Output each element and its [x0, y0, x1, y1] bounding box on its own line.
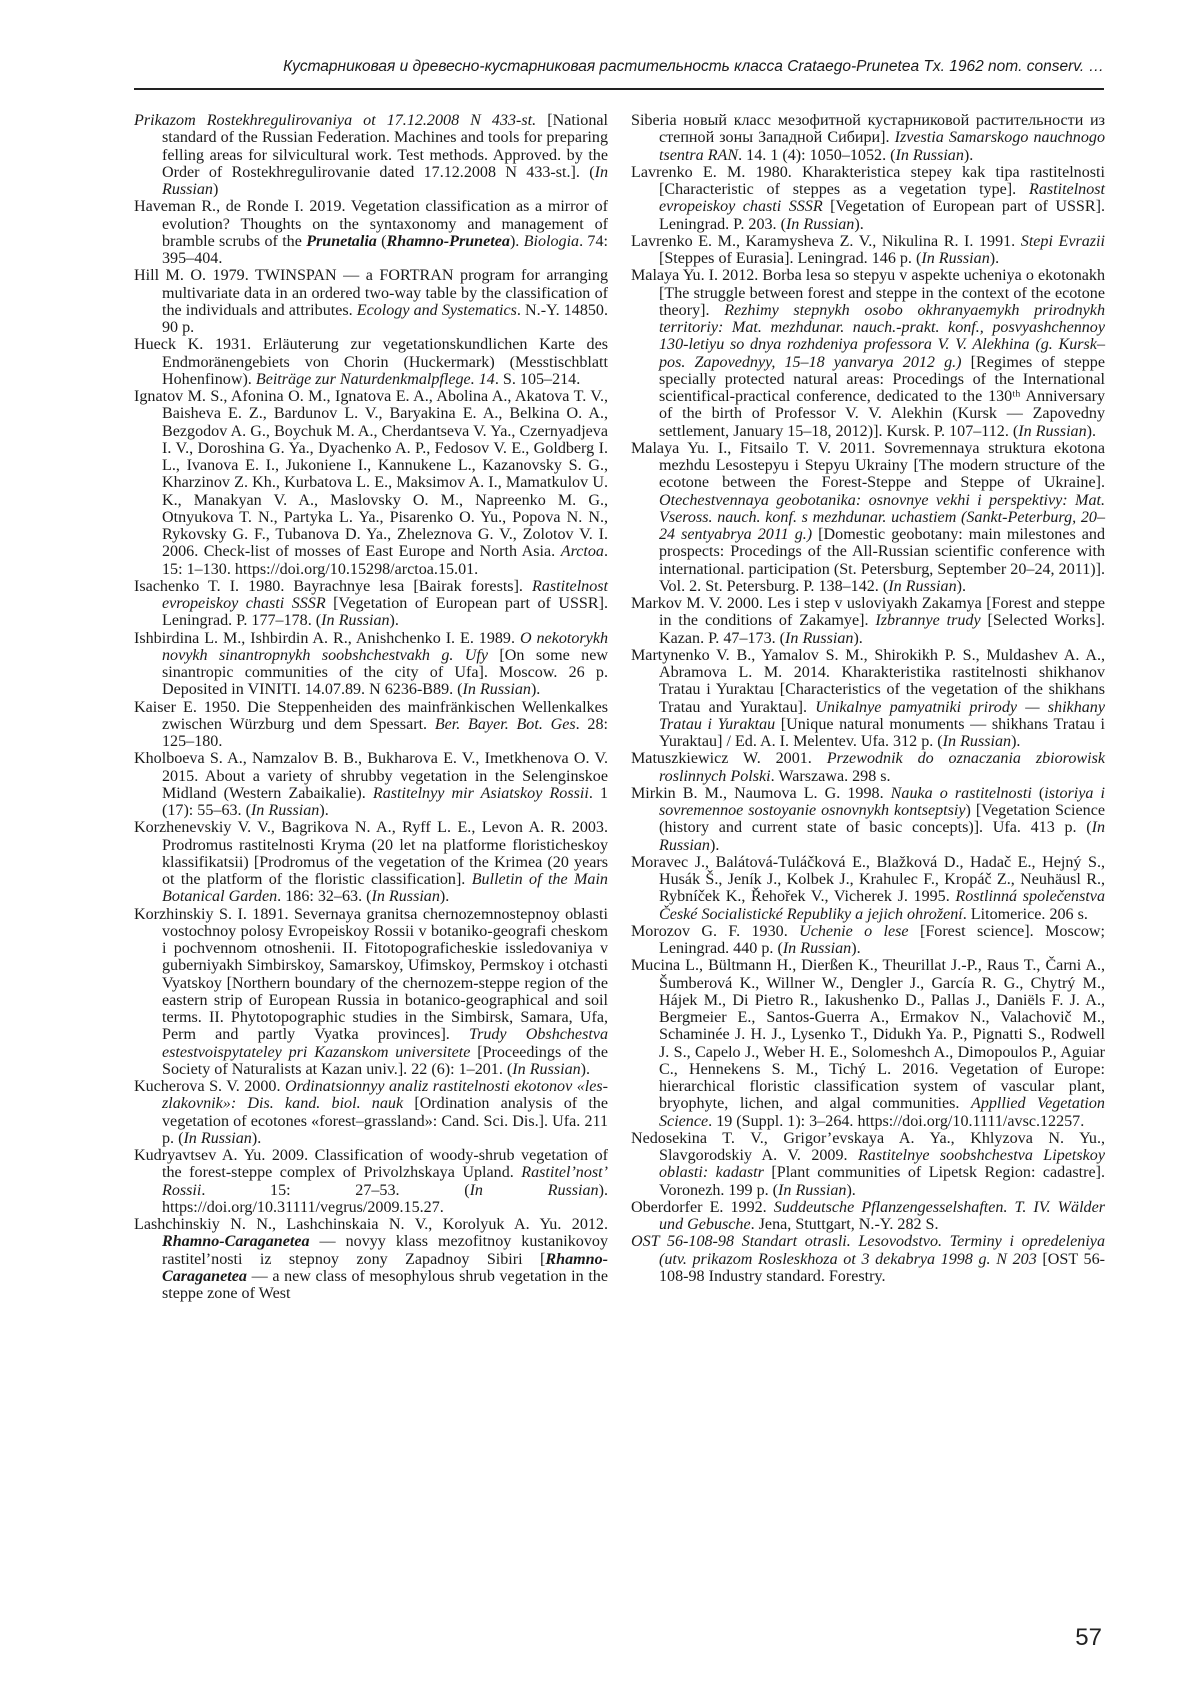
reference-text: Bulletin of the Main Botanical Garden — [162, 871, 608, 905]
references-left-column — [134, 112, 608, 1302]
reference-entry — [631, 647, 1105, 751]
reference-entry — [134, 578, 608, 630]
reference-text: Izvestia Samarskogo nauchnogo tsentra RAN — [659, 129, 1105, 163]
reference-text: Ordinatsionnyy analiz rastitelnosti ekotonov «les-zlakovnik»: Dis. kand. biol. nauk — [162, 1078, 608, 1112]
reference-entry — [134, 267, 608, 336]
reference-text: In Russian — [785, 630, 853, 647]
running-title: Кустарниковая и древесно-кустарниковая растительность класса Crataego-Prunetea Tx. 1962 nom. conserv. … — [283, 58, 1104, 76]
reference-text: [On some new sinantropic communities of the city of Ufa]. Moscow. 26 p. Deposited in VINITI. 14.07.89. N 6236-B89. ( — [162, 647, 608, 699]
reference-text: Malaya Yu. I. 2012. Borba lesa so stepyu v aspekte ucheniya o ekotonakh [The struggle between forest and steppe in the context of the ecotone theory]. — [631, 267, 1105, 319]
reference-text: Rastitel’nost’ Rossii — [162, 1164, 608, 1198]
reference-text: Kudryavtsev A. Yu. 2009. Classification of woody-shrub vegetation of the forest-steppe complex of Privolzhskaya Upland. — [134, 1147, 608, 1181]
reference-text: In Russian — [470, 1182, 599, 1199]
reference-text: Nedosekina T. V., Grigor’evskaya A. Ya., Khlyzova N. Yu., Slavgorodskiy A. V. 2009. — [631, 1130, 1105, 1164]
reference-text: . 15: 1–130. https://doi.org/10.15298/arctoa.15.01. — [162, 543, 608, 577]
reference-text: istoriya i sovremennoe sostoyanie osnovnykh kontseptsiy — [659, 785, 1105, 819]
reference-text: ). — [1087, 423, 1096, 440]
reference-text: Lavrenko E. M. 1980. Kharakteristica stepey kak tipa rastitelnosti [Characteristic of steppes as a vegetation type]. — [631, 164, 1105, 198]
reference-text: Beiträge zur Naturdenkmalpflege. 14 — [256, 371, 495, 388]
reference-text: In Russian — [778, 1182, 846, 1199]
reference-text: Siberia новый класс мезофитной кустарниковой растительности из степной зоны Западной Сибири]. — [631, 112, 1105, 146]
reference-entry — [134, 1147, 608, 1216]
reference-text: ). — [853, 630, 862, 647]
reference-entry — [134, 630, 608, 699]
reference-text: [Steppes of Eurasia]. Leningrad. 146 p. ( — [659, 250, 921, 267]
reference-entry — [134, 819, 608, 905]
reference-text: [OST 56-108-98 Industry standard. Forestry. — [659, 1251, 1105, 1285]
reference-text: Lavrenko E. M., Karamysheva Z. V., Nikulina R. I. 1991. — [631, 233, 1021, 250]
reference-entry — [631, 1199, 1105, 1234]
reference-text: ). — [1011, 733, 1020, 750]
reference-text: Mirkin B. M., Naumova L. G. 1998. — [631, 785, 891, 802]
reference-text: ). — [319, 802, 328, 819]
reference-text: ). — [531, 681, 540, 698]
reference-text: Korzhenevskiy V. V., Bagrikova N. A., Ryff L. E., Levon A. R. 2003. Prodromus rastitelnosti Kryma (20 let na platforme floristicheskoy klassifikatsii) [Prodromus of the vegetation of the Krimea (20 years ot the platform of the floristic classification]. — [134, 819, 608, 888]
reference-text: Rastitelnyy mir Asiatskoy Rossii — [373, 785, 589, 802]
reference-text: Unikalnye pamyatniki prirody — shikhany Tratau i Yuraktau — [659, 699, 1105, 733]
reference-text: O nekotorykh novykh sinantropnykh soobshchestvakh g. Ufy — [162, 630, 608, 664]
reference-text: Hill M. O. 1979. TWINSPAN — a FORTRAN program for arranging multivariate data in an ordered two-way table by the classification of the individuals and attributes. — [134, 267, 608, 319]
reference-text: [Vegetation of European part of USSR]. Leningrad. P. 177–178. ( — [162, 595, 608, 629]
reference-text: ). — [964, 147, 973, 164]
reference-text: [Domestic geobotany: main milestones and prospects: Procedings of the All-Russian scientific conference with international. participation (St. Petersburg, September 20–24, 2011)]. Vol. 2. St. Petersburg. P. 138–142. ( — [659, 526, 1105, 595]
reference-text: Korzhinskiy S. I. 1891. Severnaya granitsa chernozemnostepnoy oblasti vostochnoy polosy Evropeiskoy Rossii v botaniko-geografi cheskom i pochvennom otnoshenii. II. Fitotopograficheskie issledovaniya v guberniyakh Simbirskoy, Samarskoy, Ufimskoy, Permskoy i otchasti Vyatskoy [Northern boundary of the chernozem-steppe region of the eastern strip of European Russia in botanico-geographical and soil terms. II. Phytotopographic studies in the Simbirsk, Samara, Ufa, Perm and partly Vyatka provinces]. — [134, 906, 608, 1044]
reference-text: . S. 105–214. — [495, 371, 580, 388]
reference-text: In Russian — [1018, 423, 1086, 440]
reference-text: Malaya Yu. I., Fitsailo T. V. 2011. Sovremennaya struktura ekotona mezhdu Lesostepyu i Stepyu Ukrainy [The modern structure of the ecotone between the Forest-Steppe and Steppe of Ukraine]. — [631, 440, 1105, 492]
reference-text: Rastitelnye soobshchestva Lipetskoy oblasti: kadastr — [659, 1147, 1105, 1181]
reference-text: ). — [854, 216, 863, 233]
reference-text: Uchenie o lese — [799, 923, 908, 940]
reference-text: ). — [252, 1130, 261, 1147]
reference-text: Ber. Bayer. Bot. Ges — [435, 716, 576, 733]
reference-text: Rostlinná společenstva České Socialistické Republiky a jejich ohrožení — [659, 888, 1105, 922]
reference-text: — a new class of mesophylous shrub vegetation in the steppe zone of West — [162, 1268, 608, 1302]
reference-text: ) [Vegetation Science (history and current state of basic concepts)]. Ufa. 413 p. ( — [659, 802, 1105, 836]
reference-text: [Ordination analysis of the vegetation of ecotones «forest–grassland»: Cand. Sci. Dis.]. Ufa. 211 p. ( — [162, 1095, 608, 1147]
reference-entry — [631, 440, 1105, 595]
reference-text: Nauka o rastitelnosti — [891, 785, 1032, 802]
reference-entry — [134, 1216, 608, 1302]
reference-text: Matuszkiewicz W. 2001. — [631, 750, 827, 767]
references-right-column — [631, 112, 1105, 1285]
reference-text: ). — [957, 578, 966, 595]
reference-text: Lashchinskiy N. N., Lashchinskaia N. V., Korolyuk A. Yu. 2012. — [134, 1216, 608, 1233]
reference-text: In Russian — [786, 216, 854, 233]
reference-text: Biologia — [524, 233, 579, 250]
reference-text: ( — [1032, 785, 1044, 802]
reference-text: In Russian — [183, 1130, 251, 1147]
reference-text: . Jena, Stuttgart, N.-Y. 282 S. — [751, 1216, 939, 1233]
reference-entry — [631, 233, 1105, 268]
reference-text: [Unique natural monuments — shikhans Tratau i Yuraktau] / Ed. A. I. Melentev. Ufa. 312 p. ( — [659, 716, 1105, 750]
reference-entry — [134, 750, 608, 819]
reference-text: In Russian — [888, 578, 956, 595]
reference-text: Arctoa — [561, 543, 604, 560]
reference-text: [Plant communities of Lipetsk Region: cadastre]. Voronezh. 199 p. ( — [659, 1164, 1105, 1198]
reference-entry — [631, 164, 1105, 233]
reference-entry — [134, 112, 608, 198]
reference-text: . 186: 32–63. ( — [277, 888, 371, 905]
reference-text: Isachenko T. I. 1980. Bayrachnye lesa [Bairak forests]. — [134, 578, 532, 595]
reference-text: Oberdorfer E. 1992. — [631, 1199, 774, 1216]
reference-entry — [631, 750, 1105, 785]
reference-text: In Russian — [783, 940, 851, 957]
reference-entry — [631, 854, 1105, 923]
reference-text: ). — [846, 1182, 855, 1199]
reference-text: ). https://doi.org/10.31111/vegrus/2009.15.27. — [162, 1182, 608, 1216]
reference-text: Prunetalia — [306, 233, 377, 250]
reference-text: ). — [440, 888, 449, 905]
reference-text: Kaiser E. 1950. Die Steppenheiden des mainfränkischen Wellenkalkes zwischen Würzburg und dem Spessart. — [134, 699, 608, 733]
reference-text: Hueck K. 1931. Erläuterung zur vegetationskundlichen Karte des Endmoränengebiets von Chorin (Huckermark) (Messtischblatt Hohenfinow). — [134, 336, 608, 388]
reference-entry — [631, 595, 1105, 647]
page-number: 57 — [1075, 1624, 1102, 1652]
reference-text: ). — [710, 837, 719, 854]
reference-text: . 28: 125–180. — [162, 716, 608, 750]
reference-text: Izbrannye trudy — [875, 612, 980, 629]
reference-text: Otechestvennaya geobotanika: osnovnye vekhi i perspektivy: Mat. Vseross. nauch. konf. s mezhdunar. uchastiem (Sankt-Peterburg, 20–24 sentyabrya 2011 g.) — [659, 492, 1105, 544]
reference-text: . Litomerice. 206 s. — [963, 906, 1088, 923]
reference-text: Haveman R., de Ronde I. 2019. Vegetation classification as a mirror of evolution? Thoughts on the syntaxonomy and management of bramble scrubs of the — [134, 198, 608, 250]
reference-text: In Russian — [321, 612, 389, 629]
reference-text: Ishbirdina L. M., Ishbirdin A. R., Anishchenko I. E. 1989. — [134, 630, 520, 647]
reference-text: [Vegetation of European part of USSR]. Leningrad. P. 203. ( — [659, 198, 1105, 232]
reference-text: Stepi Evrazii — [1021, 233, 1105, 250]
reference-text: Ecology and Systematics — [357, 302, 517, 319]
reference-entry — [631, 267, 1105, 440]
reference-text: Martynenko V. B., Yamalov S. M., Shirokikh P. S., Muldashev A. A., Abramova L. M. 2014. Kharakteristika rastitelnosti shikhanov Tratau i Yuraktau [Characteristics of the vegetation of the shikhans Tratau and Yuraktau]. — [631, 647, 1105, 716]
reference-entry — [134, 699, 608, 751]
reference-entry — [134, 336, 608, 388]
reference-text: In Russian — [512, 1061, 580, 1078]
reference-text: In Russian — [921, 250, 989, 267]
reference-text: Ignatov M. S., Afonina O. M., Ignatova E. A., Abolina A., Akatova T. V., Baisheva E. Z., Bardunov L. V., Baryakina E. A., Belkina O. A., Bezgodov A. G., Boychuk M. A., Cherdantseva V. Ya., Czernyadjeva I. V., Doroshina G. Ya., Dyachenko A. P., Fedosov V. E., Goldberg I. L., Ivanova E. I., Jukoniene I., Kannukene L., Kazanovsky S. G., Kharzinov Z. Kh., Kurbatova L. E., Maksimov A. I., Mamatkulov U. K., Manakyan V. A., Maslovsky O. M., Napreenko M. G., Otnyukova T. N., Partyka L. Ya., Pisarenko O. Yu., Popova N. N., Rykovsky G. F., Tubanova D. Ya., Zheleznova G. V., Zolotov V. I. 2006. Check-list of mosses of East Europe and North Asia. — [134, 388, 608, 560]
reference-text: Appllied Vegetation Science — [659, 1095, 1105, 1129]
reference-text: OST 56-108-98 Standart otrasli. Lesovodstvo. Terminy i opredeleniya (utv. prikazom Rosleskhoza ot 3 dekabrya 1998 g. N 203 — [631, 1233, 1105, 1267]
reference-text: ). — [990, 250, 999, 267]
reference-text: ). — [581, 1061, 590, 1078]
reference-text: Markov M. V. 2000. Les i step v usloviyakh Zakamya [Forest and steppe in the conditions of Zakamye]. — [631, 595, 1105, 629]
reference-entry — [631, 785, 1105, 854]
reference-text: Prikazom Rostekhregulirovaniya ot 17.12.2008 N 433-st. — [134, 112, 536, 129]
reference-text: Kucherova S. V. 2000. — [134, 1078, 285, 1095]
reference-text: In Russian — [372, 888, 440, 905]
reference-text: In Russian — [251, 802, 319, 819]
running-header — [134, 52, 1104, 90]
reference-text: . N.-Y. 14850. 90 p. — [162, 302, 608, 336]
reference-text: ). — [390, 612, 399, 629]
reference-text: [Forest science]. Moscow; Leningrad. 440 p. ( — [659, 923, 1105, 957]
reference-entry — [631, 1130, 1105, 1199]
reference-entry — [134, 1078, 608, 1147]
reference-text: In Russian — [895, 147, 963, 164]
reference-text: Rhamno-Prunetea — [387, 233, 510, 250]
reference-text: Mucina L., Bültmann H., Dierßen K., Theurillat J.-P., Raus T., Čarni A., Šumberová K., Willner W., Dengler J., García R. G., Chytrý M., Hájek M., Di Pietro R., Iakushenko D., Pallas J., Daniëls F. J. A., Bergmeier E., Santos-Guerra A., Ermakov N., Valachovič M., Schaminée J. H. J., Lysenko T., Didukh Ya. P., Pignatti S., Rodwell J. S., Capelo J., Weber H. E., Solomeshch A., Dimopoulos P., Aguiar C., Hennekens S. M., Tichý L. 2016. Vegetation of Europe: hierarchical floristic classification system of vascular plant, bryophyte, lichen, and algal communities. — [631, 957, 1105, 1112]
reference-text: Trudy Obshchestva estestvoispytateley pri Kazanskom universitete — [162, 1026, 608, 1060]
reference-text: ). — [851, 940, 860, 957]
reference-text: ). — [510, 233, 524, 250]
reference-text: [Regimes of steppe specially protected natural areas: Procedings of the International scientifical-practical conference, dedicated to the 130ᵗʰ Anniversary of the birth of Professor V. V. Alekhin (Kursk — Zapovedny settlement, January 15–18, 2012)]. Kursk. P. 107–112. ( — [659, 354, 1105, 440]
reference-text: ) — [213, 181, 218, 198]
reference-text: . 15: 27–53. ( — [201, 1182, 469, 1199]
reference-text: Rhamno-Caraganetea — [162, 1233, 310, 1250]
reference-text: In Russian — [162, 164, 608, 198]
reference-text: Rastitelnost evropeiskoy chasti SSSR — [659, 181, 1105, 215]
reference-entry — [134, 198, 608, 267]
reference-text: Moravec J., Balátová-Tuláčková E., Blažková D., Hadač E., Hejný S., Husák Š., Jeník J., Kolbek J., Krahulec F., Kropáč Z., Neuhäusl R., Rybníček K., Řehořek V., Vicherek J. 1995. — [631, 854, 1105, 906]
reference-entry — [631, 923, 1105, 958]
reference-text: In Russian — [943, 733, 1011, 750]
reference-entry — [631, 1233, 1105, 1285]
reference-text: Morozov G. F. 1930. — [631, 923, 799, 940]
reference-text: [Selected Works]. Kazan. P. 47–173. ( — [659, 612, 1105, 646]
reference-text: In Russian — [659, 819, 1105, 853]
reference-text: . Warszawa. 298 s. — [771, 768, 891, 785]
reference-text: . 74: 395–404. — [162, 233, 608, 267]
reference-text: Przewodnik do oznaczania zbiorowisk roslinnych Polski — [659, 750, 1105, 784]
reference-text: Rezhimy stepnykh osobo okhranyaemykh prirodnykh territoriy: Mat. mezhdunar. nauch.-prakt. konf., posvyashchennoy 130-letiyu so dnya rozhdeniya professora V. V. Alekhina (g. Kursk–pos. Zapovednyy, 15–18 yanvarya 2012 g.) — [659, 302, 1105, 371]
reference-text: [Proceedings of the Society of Naturalists at Kazan univ.]. 22 (6): 1–201. ( — [162, 1044, 608, 1078]
reference-entry — [134, 906, 608, 1079]
reference-text: . 19 (Suppl. 1): 3–264. https://doi.org/10.1111/avsc.12257. — [708, 1113, 1084, 1130]
reference-text: — novyy klass mezofitnoy kustanikovoy rastitel’nosti iz stepnoy zony Zapadnoy Sibiri [ — [162, 1233, 608, 1267]
reference-text: . 1 (17): 55–63. ( — [162, 785, 608, 819]
reference-text: Suddeutsche Pflanzengesselshaften. T. IV. Wälder und Gebusche — [659, 1199, 1105, 1233]
reference-text: Rhamno-Caraganetea — [162, 1251, 608, 1285]
reference-text: [National standard of the Russian Federation. Machines and tools for preparing felling areas for silvicultural work. Test methods. Approved. by the Order of Rostekhregulirovanie dated 17.12.2008 N 433-st.]. ( — [162, 112, 608, 181]
reference-entry — [631, 957, 1105, 1130]
reference-text: In Russian — [463, 681, 531, 698]
reference-text: . 14. 1 (4): 1050–1052. ( — [738, 147, 895, 164]
reference-text: Rastitelnost evropeiskoy chasti SSSR — [162, 578, 608, 612]
reference-text: Kholboeva S. A., Namzalov B. B., Bukharova E. V., Imetkhenova O. V. 2015. About a variety of shrubby vegetation in the Selenginskoe Midland (Western Zabaikalie). — [134, 750, 608, 802]
reference-entry — [631, 112, 1105, 164]
reference-entry — [134, 388, 608, 578]
reference-text: ( — [377, 233, 387, 250]
